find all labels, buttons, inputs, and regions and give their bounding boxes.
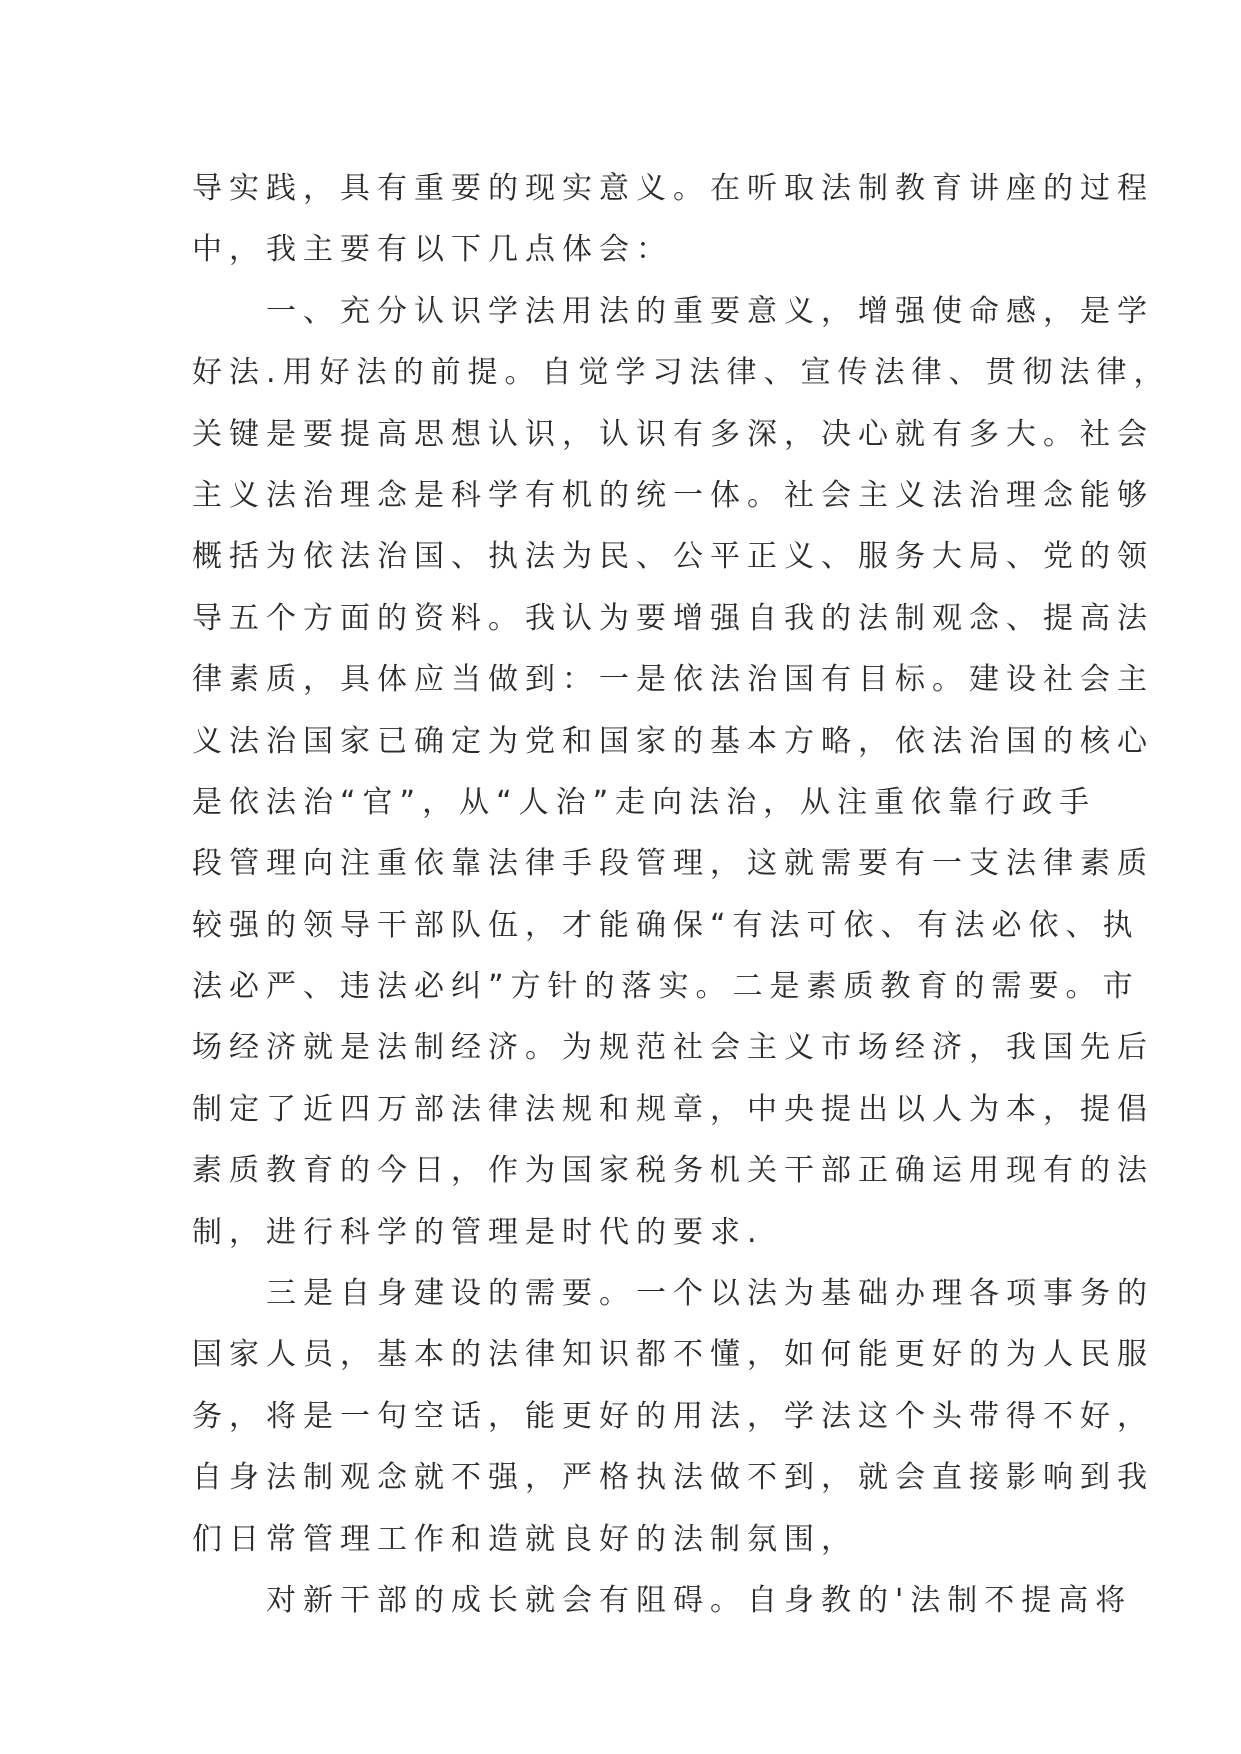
text-line: 自身法制观念就不强，严格执法做不到，就会直接影响到我: [192, 1460, 1154, 1496]
text-line: 中，我主要有以下几点体会：: [192, 232, 673, 268]
text-line: 素质教育的今日，作为国家税务机关干部正确运用现有的法: [192, 1153, 1154, 1189]
text-line: 三是自身建设的需要。一个以法为基础办理各项事务的: [192, 1276, 1154, 1312]
text-line: 导实践，具有重要的现实意义。在听取法制教育讲座的过程: [192, 171, 1154, 206]
text-line: 导五个方面的资料。我认为要增强自我的法制观念、提高法: [192, 600, 1154, 636]
text-line: 务，将是一句空话，能更好的用法，学法这个头带得不好，: [192, 1398, 1154, 1434]
text-line: 一、充分认识学法用法的重要意义，增强使命感，是学: [192, 293, 1154, 329]
text-line: 是依法治“官”，从“人治”走向法治，从注重依靠行政手: [192, 784, 1097, 820]
text-line: 好法.用好法的前提。自觉学习法律、宣传法律、贯彻法律，: [192, 355, 1171, 391]
text-line: 律素质，具体应当做到：一是依法治国有目标。建设社会主: [192, 662, 1154, 698]
text-line: 法必严、违法必纠”方针的落实。二是素质教育的需要。市: [192, 969, 1140, 1005]
text-line: 义法治国家已确定为党和国家的基本方略，依法治国的核心: [192, 723, 1154, 759]
text-line: 主义法治理念是科学有机的统一体。社会主义法治理念能够: [192, 477, 1154, 513]
text-line: 较强的领导干部队伍，才能确保“有法可依、有法必依、执: [192, 907, 1140, 943]
document-body-text: [192, 158, 1171, 1631]
text-line: 场经济就是法制经济。为规范社会主义市场经济，我国先后: [192, 1030, 1154, 1066]
text-line: 段管理向注重依靠法律手段管理，这就需要有一支法律素质: [192, 846, 1154, 882]
text-line: 关键是要提高思想认识，认识有多深，决心就有多大。社会: [192, 416, 1154, 452]
text-line: 们日常管理工作和造就良好的法制氛围，: [192, 1521, 858, 1557]
text-line: 制，进行科学的管理是时代的要求.: [192, 1214, 764, 1250]
text-line: 国家人员，基本的法律知识都不懂，如何能更好的为人民服: [192, 1337, 1154, 1373]
text-line: 对新干部的成长就会有阻碍。自身教的'法制不提高将: [192, 1582, 1133, 1618]
text-line: 概括为依法治国、执法为民、公平正义、服务大局、党的领: [192, 539, 1154, 575]
text-line: 制定了近四万部法律法规和规章，中央提出以人为本，提倡: [192, 1091, 1154, 1127]
